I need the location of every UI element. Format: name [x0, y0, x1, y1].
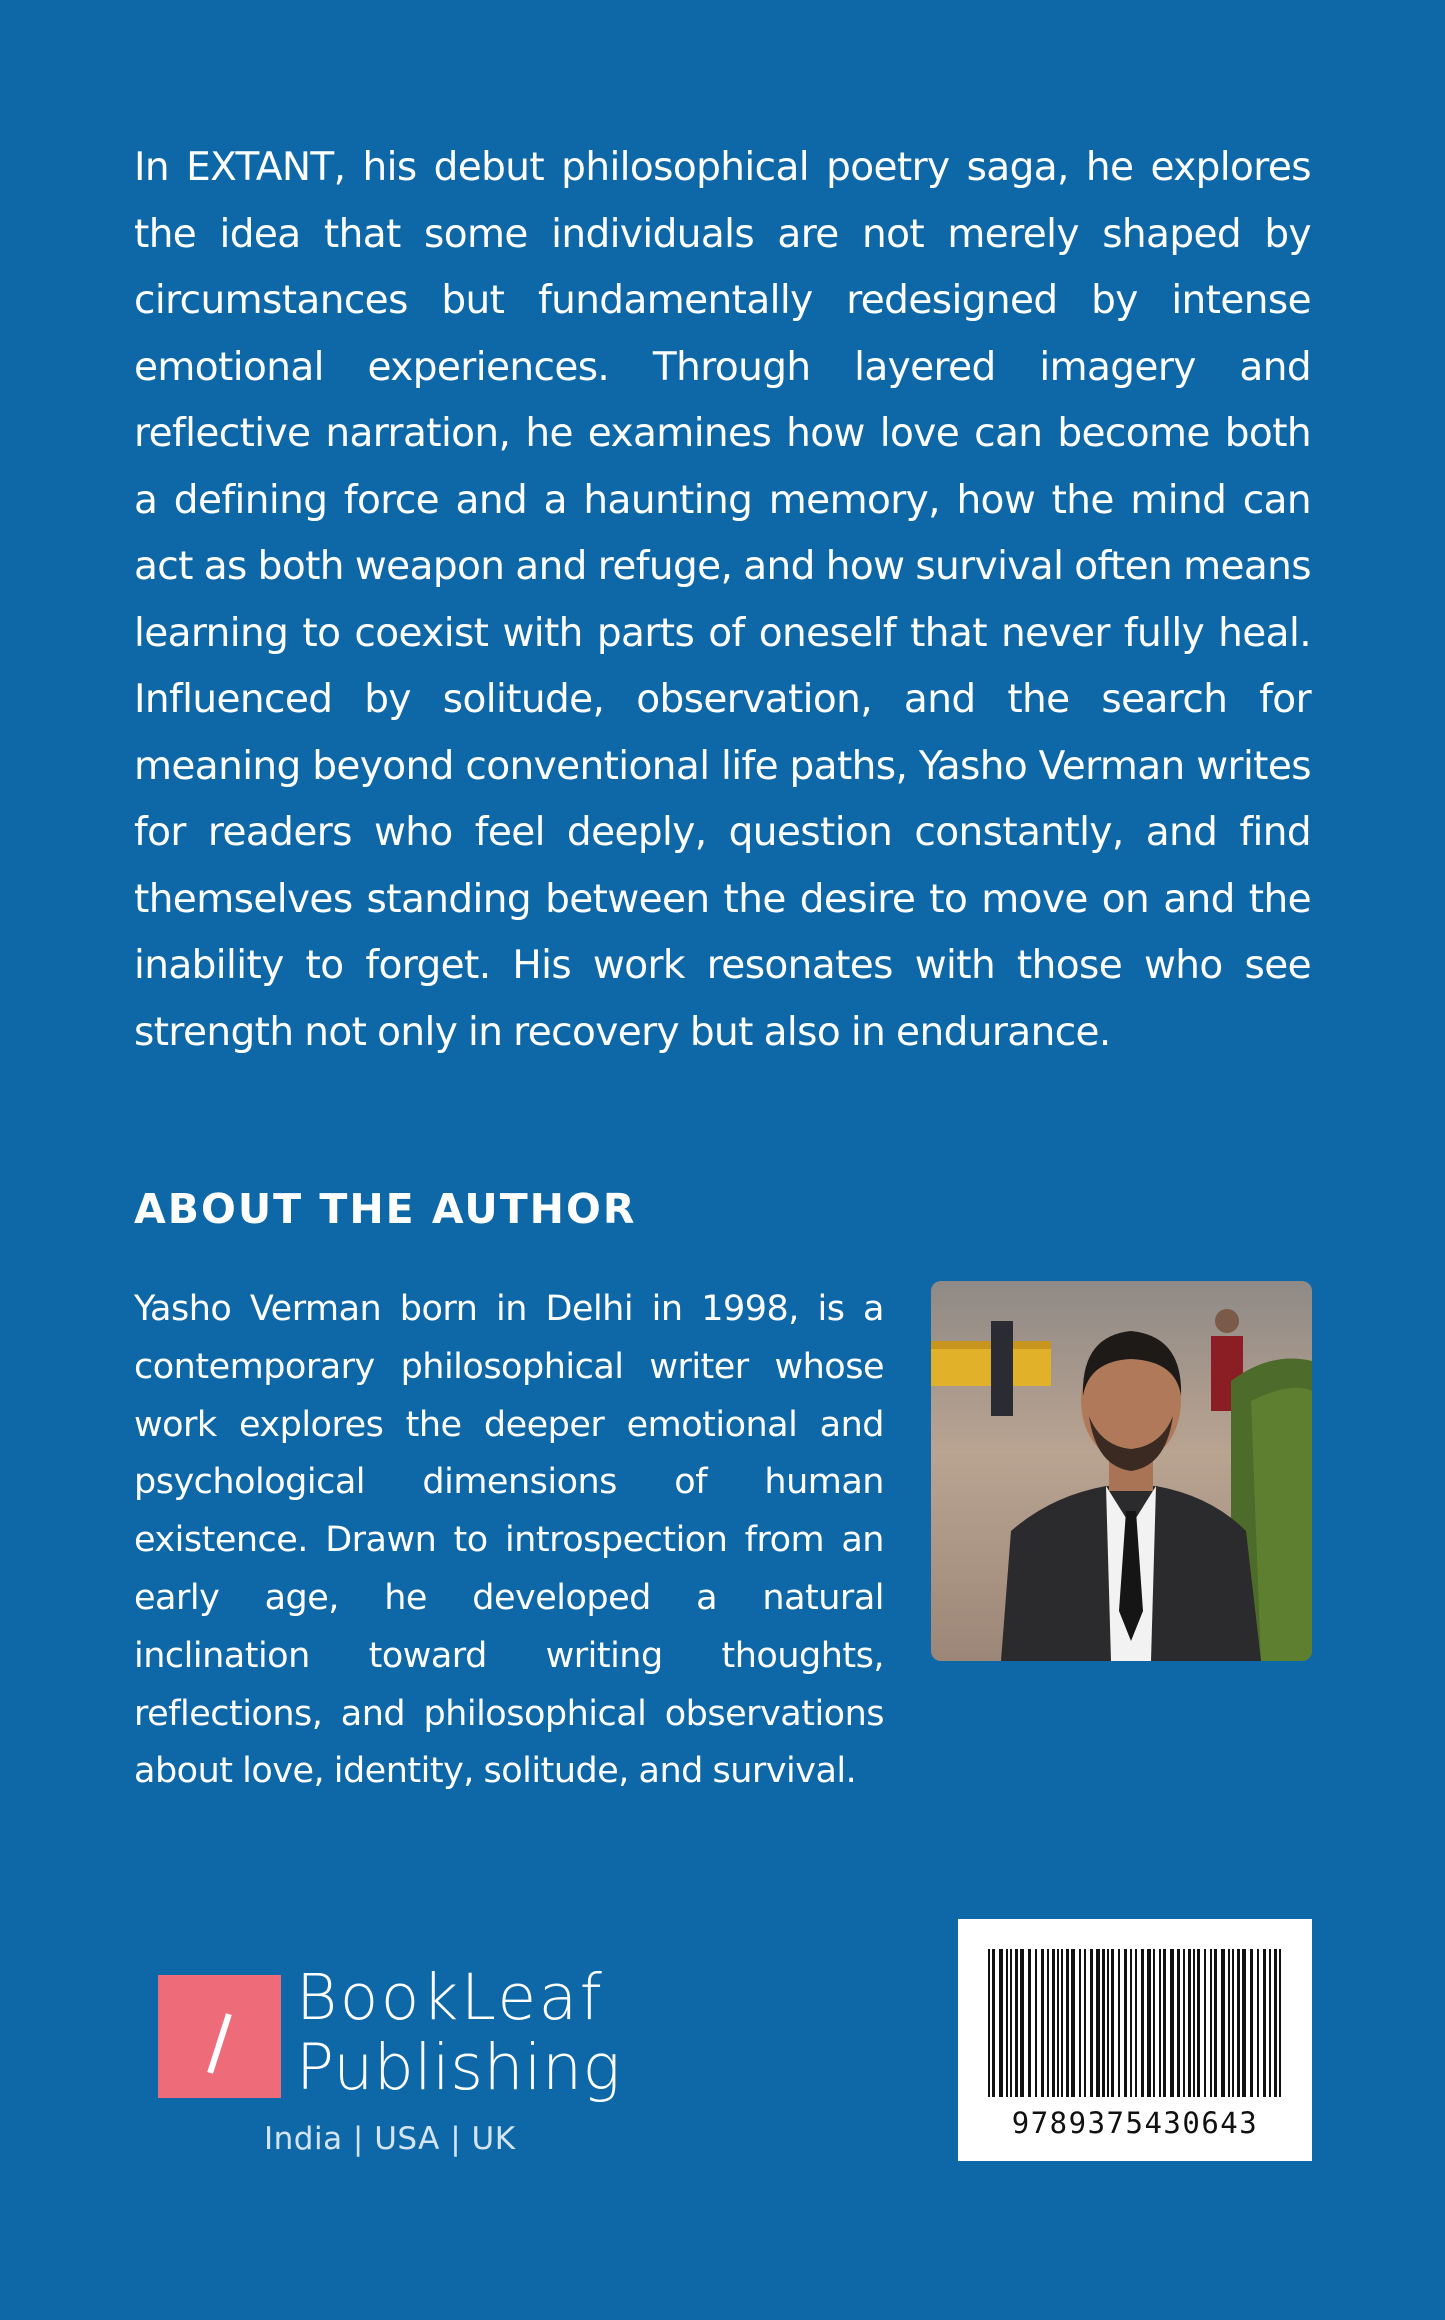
barcode-bar: [1221, 1949, 1225, 2097]
barcode-bar: [1228, 1949, 1230, 2097]
publisher-name-line2: Publishing: [296, 2031, 621, 2104]
barcode-bar: [1102, 1949, 1105, 2097]
barcode-bar: [1183, 1949, 1185, 2097]
barcode-bar: [1071, 1949, 1075, 2097]
barcode-bar: [1020, 1949, 1024, 2097]
barcode-bar: [1090, 1949, 1093, 2097]
barcode-bar: [988, 1949, 990, 2097]
barcode-bar: [1010, 1949, 1012, 2097]
barcode-bar: [1107, 1949, 1109, 2097]
barcode-bar: [1153, 1949, 1155, 2097]
barcode-bar: [1263, 1949, 1266, 2097]
back-cover-blurb: In EXTANT, his debut philosophical poetry saga, he explores the idea that some individuals are not merely shaped by circumstances but fundamentally redesigned by intense emotional experiences. Through layered imagery and reflective narration, he examines how love can become both a defining force and a haunting memory, how the mind can act as both weapon and refuge, and how survival often means learning to coexist with parts of oneself that never fully heal. Influenced by solitude, observation, and the search for meaning beyond conventional life paths, Yasho Verman writes for readers who feel deeply, question constantly, and find themselves standing between the desire to move on and the inability to forget. His work resonates with those who see strength not only in recovery but also in endurance.: [134, 145, 1311, 1055]
author-photo: [931, 1281, 1312, 1661]
barcode-bar: [1159, 1949, 1161, 2097]
barcode-bar: [1204, 1949, 1206, 2097]
about-author-heading: ABOUT THE AUTHOR: [134, 1185, 637, 1233]
barcode-bar: [1141, 1949, 1144, 2097]
barcode-bar: [1193, 1949, 1195, 2097]
barcode-bar: [1084, 1949, 1086, 2097]
barcode-bar: [1035, 1949, 1037, 2097]
barcode-bar: [1274, 1949, 1277, 2097]
isbn-number: 9789375430643: [1011, 2106, 1259, 2140]
barcode-bar: [1028, 1949, 1031, 2097]
barcode-bar: [992, 1949, 995, 2097]
publisher-logo: [158, 1961, 658, 2169]
barcode-bar: [999, 1949, 1003, 2097]
barcode-bar: [1170, 1949, 1174, 2097]
barcode-bar: [1130, 1949, 1132, 2097]
barcode-bars: [988, 1949, 1282, 2097]
barcode-bar: [1210, 1949, 1212, 2097]
barcode-bar: [1066, 1949, 1069, 2097]
barcode-bar: [1147, 1949, 1151, 2097]
barcode-bar: [1111, 1949, 1114, 2097]
barcode-bar: [1242, 1949, 1246, 2097]
barcode-bar: [1057, 1949, 1059, 2097]
barcode-bar: [1279, 1949, 1281, 2097]
barcode-bar: [1135, 1949, 1137, 2097]
author-bio: Yasho Verman born in Delhi in 1998, is a contemporary philosophical writer whose work explores the deeper emotional and psychological dimensions of human existence. Drawn to introspection from an early age, he developed a natural inclination toward writing thoughts, reflections, and philosophical observations about love, identity, solitude, and survival.: [134, 1289, 884, 1792]
barcode-bar: [1197, 1949, 1200, 2097]
barcode-bar: [1214, 1949, 1217, 2097]
barcode-bar: [1047, 1949, 1049, 2097]
publisher-regions: India | USA | UK: [264, 2121, 516, 2157]
barcode-bar: [1250, 1949, 1253, 2097]
barcode-bar: [1232, 1949, 1234, 2097]
publisher-name-line1: BookLeaf: [296, 1961, 605, 2034]
barcode-bar: [1006, 1949, 1008, 2097]
barcode-bar: [1269, 1949, 1271, 2097]
isbn-barcode: [958, 1919, 1312, 2161]
barcode-bar: [1177, 1949, 1180, 2097]
barcode-bar: [1124, 1949, 1127, 2097]
slash-icon: [158, 1975, 281, 2098]
barcode-bar: [1041, 1949, 1044, 2097]
barcode-bar: [1052, 1949, 1055, 2097]
barcode-bar: [1237, 1949, 1240, 2097]
barcode-bar: [1096, 1949, 1100, 2097]
barcode-bar: [1079, 1949, 1081, 2097]
barcode-bar: [1118, 1949, 1120, 2097]
barcode-bar: [1061, 1949, 1063, 2097]
barcode-bar: [1188, 1949, 1191, 2097]
barcode-bar: [1163, 1949, 1166, 2097]
barcode-bar: [1015, 1949, 1018, 2097]
barcode-bar: [1257, 1949, 1259, 2097]
